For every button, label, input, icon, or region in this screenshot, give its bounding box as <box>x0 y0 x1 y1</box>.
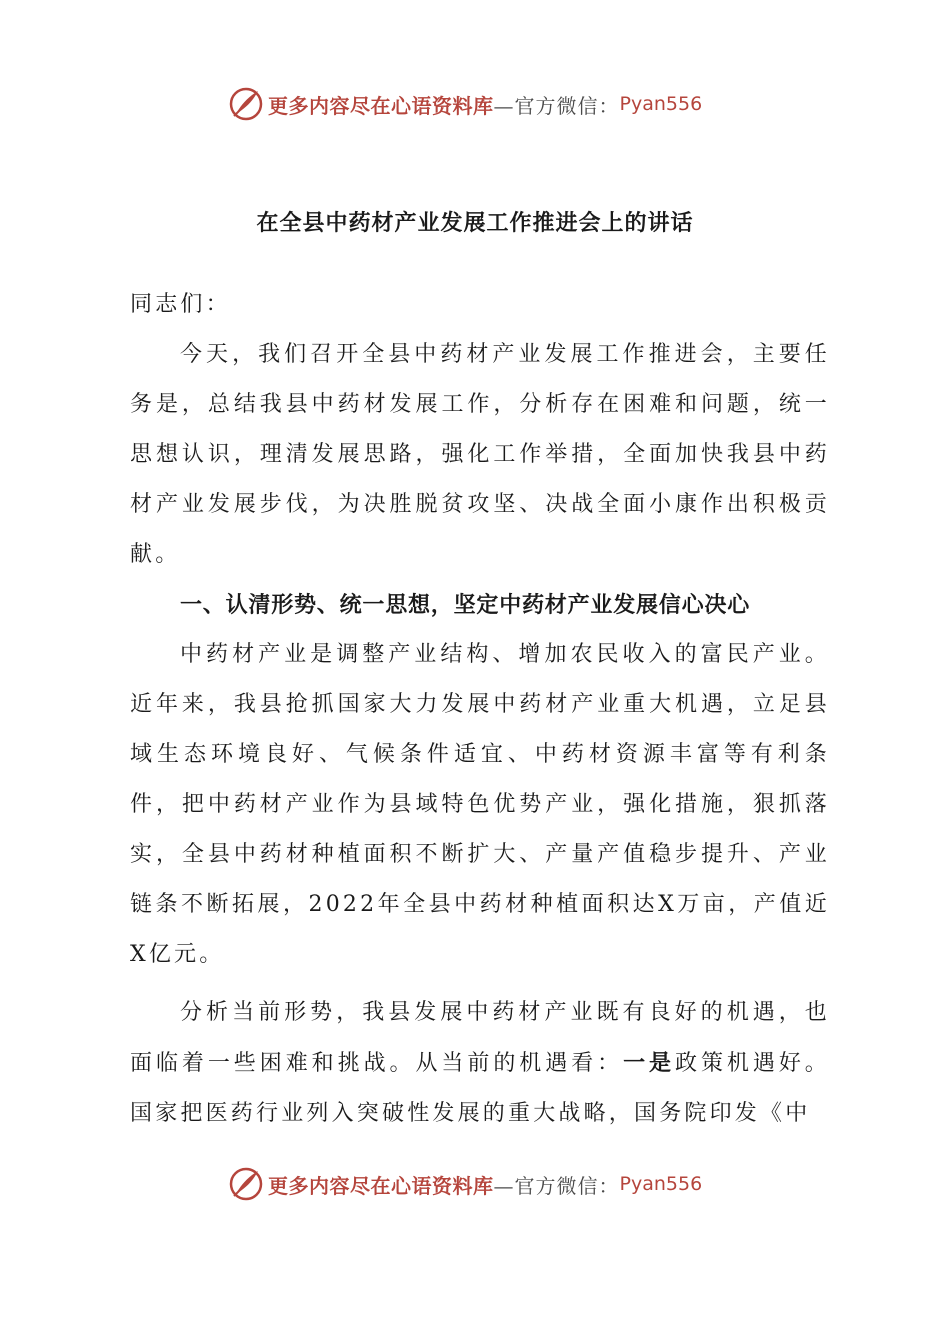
paragraph2-lead: 分析当前形势，我县发展中药材产业既有良好的机遇，也面临着一些困难和挑战。从当前的机遇看： <box>130 1000 830 1076</box>
paragraph2-rest: 政策机遇好。国家把医药行业列入突破性发展的重大战略，国务院印发《中 <box>130 1051 830 1126</box>
watermark-banner-bottom <box>228 1164 702 1204</box>
section-heading-1: 一、认清形势、统一思想，坚定中药材产业发展信心决心 <box>180 592 751 618</box>
salutation: 同志们： <box>130 292 231 317</box>
watermark-banner-top <box>228 84 702 124</box>
intro-paragraph: 今天，我们召开全县中药材产业发展工作推进会，主要任务是，总结我县中药材发展工作，分析存在困难和问题，统一思想认识，理清发展思路，强化工作举措，全面加快我县中药材产业发展步伐，为决胜脱贫攻坚、决战全面小康作出积极贡献。 <box>130 342 830 567</box>
quill-pen-logo-icon <box>228 1166 264 1202</box>
section1-paragraph-1: 中药材产业是调整产业结构、增加农民收入的富民产业。近年来，我县抢抓国家大力发展中药材产业重大机遇，立足县域生态环境良好、气候条件适宜、中药材资源丰富等有利条件，把中药材产业作为县域特色优势产业，强化措施，狠抓落实，全县中药材种植面积不断扩大、产量产值稳步提升、产业链条不断拓展，2022年全县中药材种植面积达X万亩，产值近X亿元。 <box>130 642 830 967</box>
banner-text-red: 更多内容尽在心语资料库 <box>268 1173 494 1198</box>
banner-text-dark: —官方微信： <box>493 93 620 118</box>
section1-paragraph-2 <box>130 988 830 1139</box>
document-title: 在全县中药材产业发展工作推进会上的讲话 <box>256 210 694 236</box>
paragraph2-bold-marker: 一是 <box>623 1050 676 1076</box>
document-body <box>130 280 830 1139</box>
banner-text-dark: —官方微信： <box>493 1173 620 1198</box>
banner-text-red: 更多内容尽在心语资料库 <box>268 93 494 118</box>
banner-wechat-id: Pyan556 <box>619 93 703 115</box>
quill-pen-logo-icon <box>228 86 264 122</box>
banner-wechat-id: Pyan556 <box>619 1173 703 1195</box>
